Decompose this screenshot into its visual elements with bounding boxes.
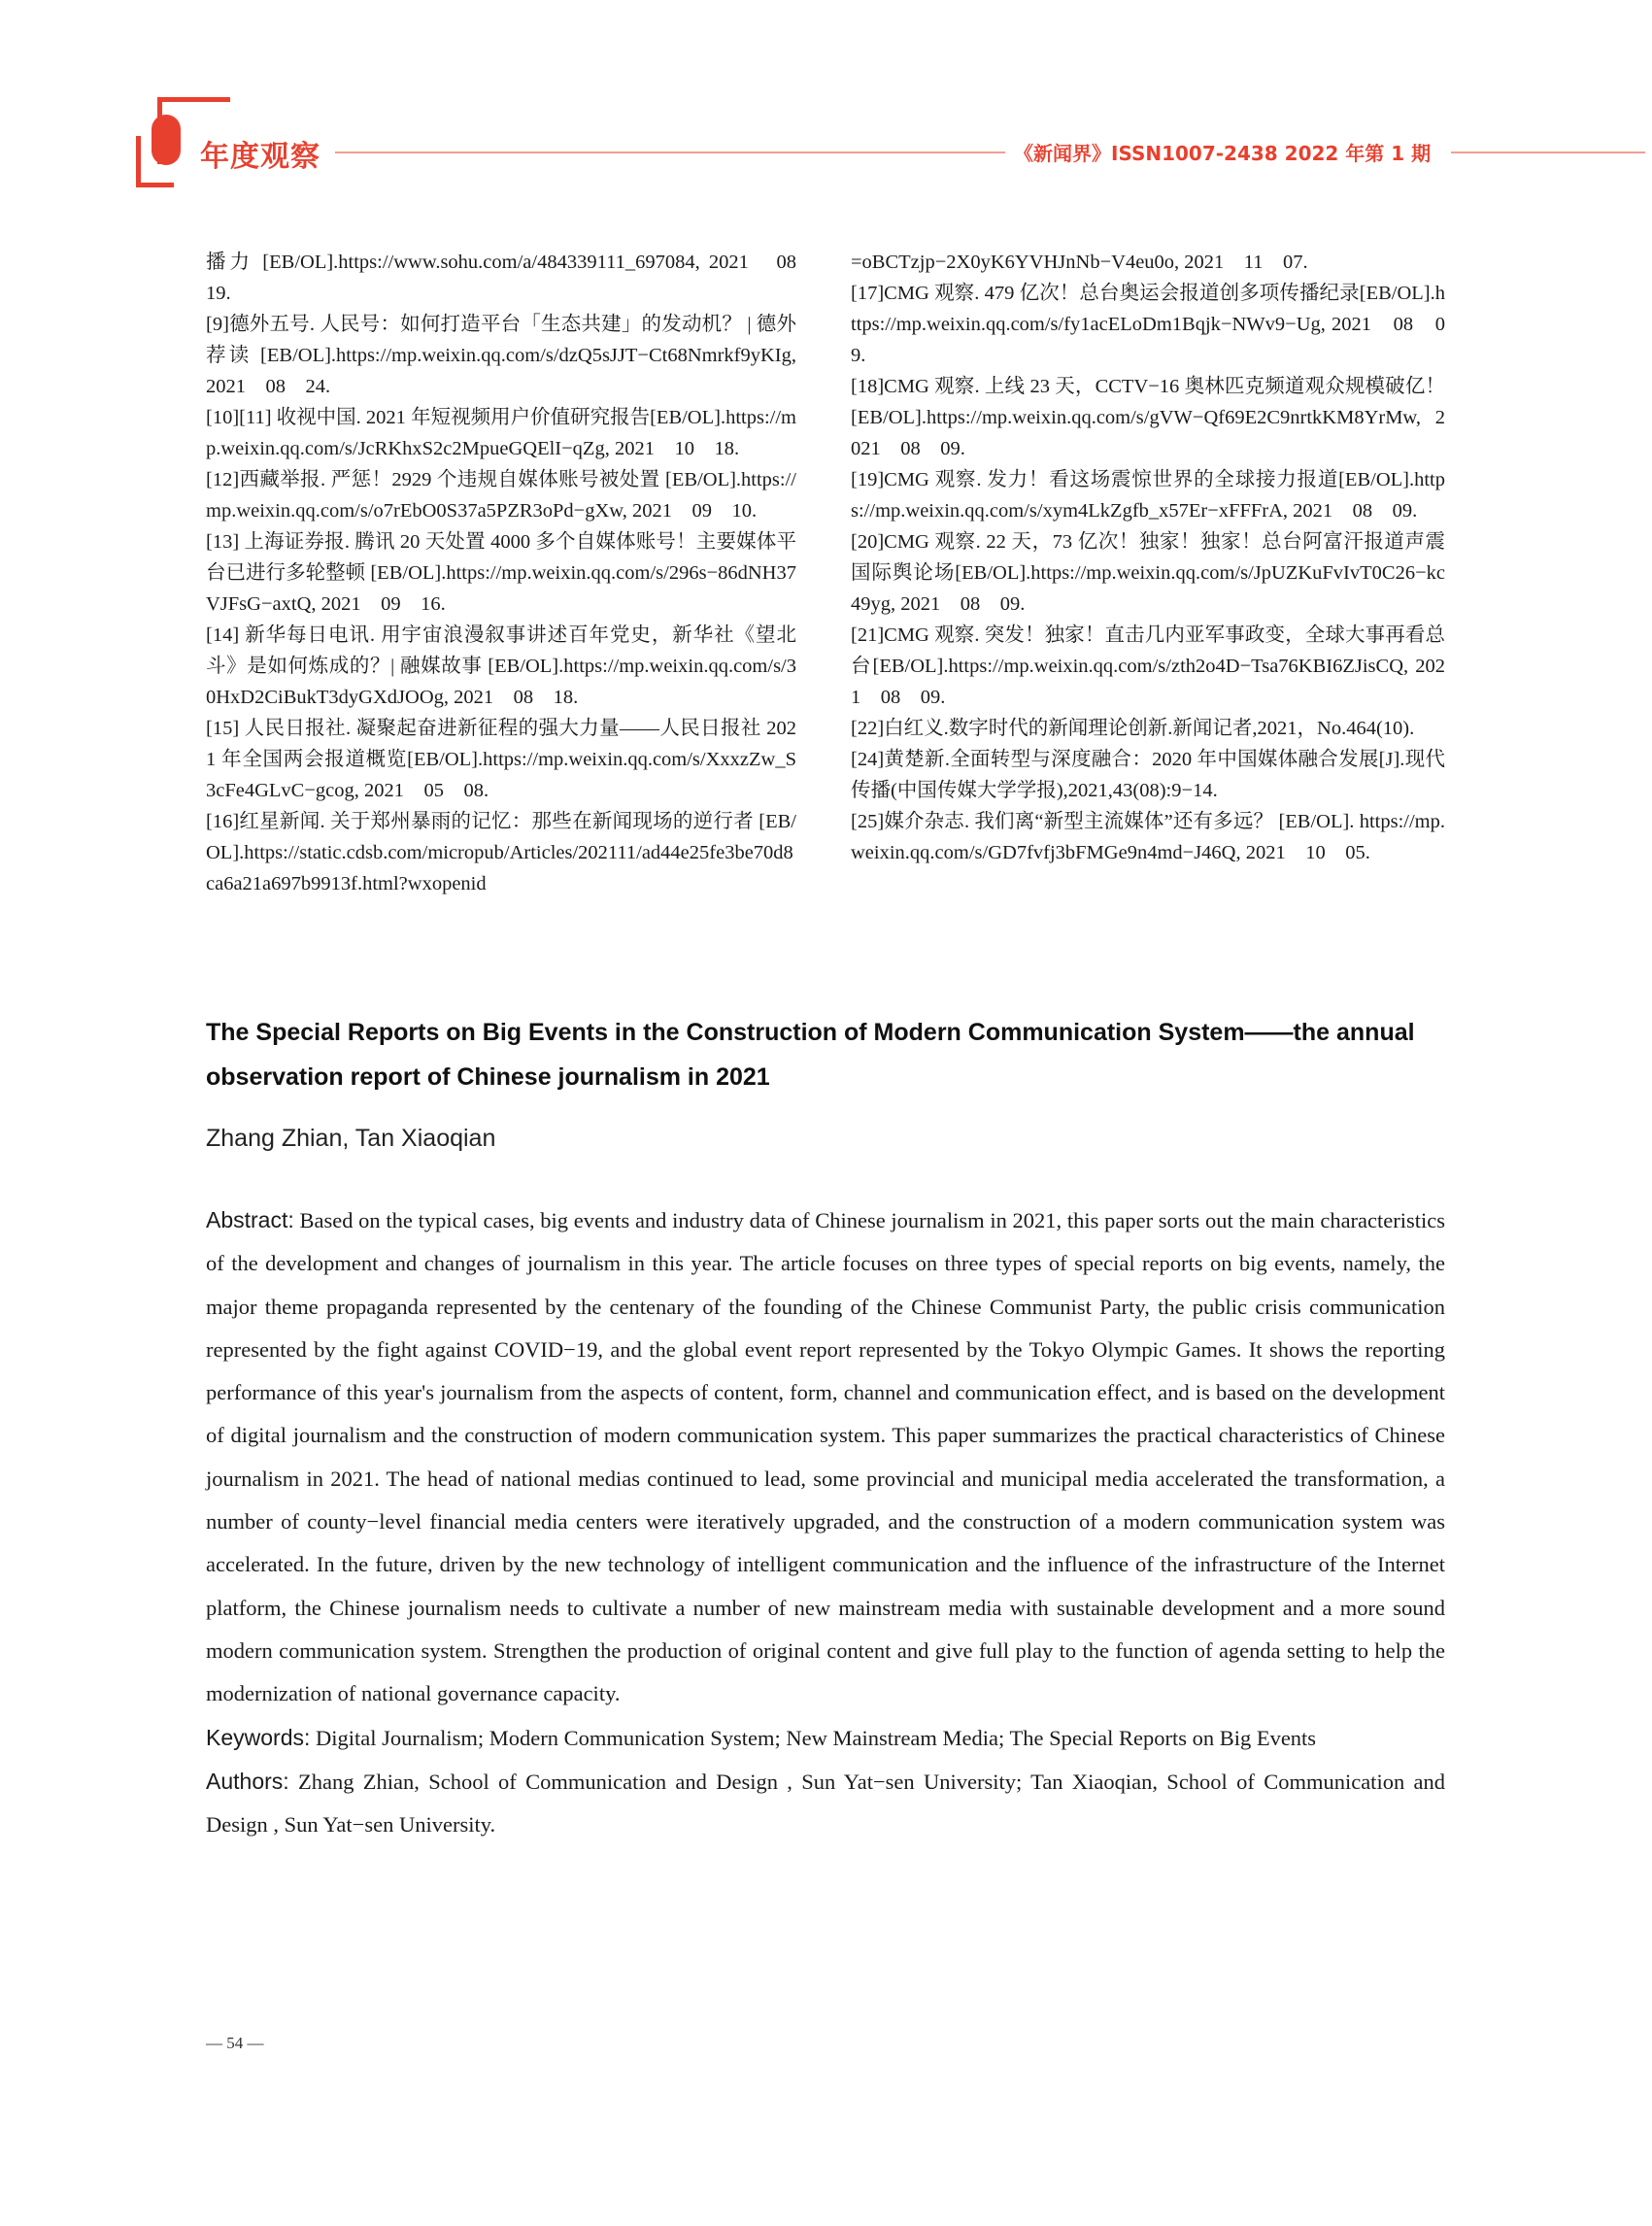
header-rule-left [335,152,1005,153]
abstract-label: Abstract: [206,1207,294,1232]
reference-item: 播力 [EB/OL].https://www.sohu.com/a/484339111_697084, 2021 08 19. [206,252,817,304]
reference-item: [13] 上海证券报. 腾讯 20 天处置 4000 多个自媒体账号！主要媒体平台已进行多轮整顿 [EB/OL].https://mp.weixin.qq.com/s/296s−86dNH37VJFsG−axtQ, 2021 09 16. [206,531,796,615]
reference-item: [22]白红义.数字时代的新闻理论创新.新闻记者,2021，No.464(10). [851,718,1415,739]
reference-item: [18]CMG 观察. 上线 23 天，CCTV−16 奥林匹克频道观众规模破亿！[EB/OL].https://mp.weixin.qq.com/s/gVW−Qf69E2C9nrtkKM8YrMw, 2021 08 09. [851,376,1445,459]
abstract-paragraph [206,1198,1445,1716]
reference-item: [24]黄楚新.全面转型与深度融合：2020 年中国媒体融合发展[J].现代传播(中国传媒大学学报),2021,43(08):9−14. [851,749,1445,801]
reference-item: [19]CMG 观察. 发力！看这场震惊世界的全球接力报道[EB/OL].https://mp.weixin.qq.com/s/xym4LkZgfb_x57Er−xFFFrA, 2021 08 09. [851,469,1445,522]
page-number: — 54 — [206,2034,264,2052]
reference-item: [15] 人民日报社. 凝聚起奋进新征程的强大力量——人民日报社 2021 年全国两会报道概览[EB/OL].https://mp.weixin.qq.com/s/XxxzZw_S3cFe4GLvC−gcog, 2021 05 08. [206,718,796,801]
authors-paragraph [206,1760,1445,1847]
journal-info: 《新闻界》ISSN1007-2438 2022 年第 1 期 [1014,142,1432,165]
section-title: 年度观察 [200,140,320,174]
authors-info-text: Zhang Zhian, School of Communication and Design , Sun Yat−sen University; Tan Xiaoqian, School of Communication and Design , Sun Yat−sen University. [206,1769,1446,1838]
microphone-icon [152,115,181,165]
reference-item: [21]CMG 观察. 突发！独家！直击几内亚军事政变，全球大事再看总台[EB/OL].https://mp.weixin.qq.com/s/zth2o4D−Tsa76KBI6ZJisCQ, 2021 08 09. [851,624,1445,708]
reference-item: [9]德外五号. 人民号：如何打造平台「生态共建」的发动机？ | 德外荐读 [EB/OL].https://mp.weixin.qq.com/s/dzQ5sJJT−Ct68Nmrkf9yKIg, 2021 08 24. [206,314,796,397]
english-abstract-section [206,1198,1445,1846]
reference-item: [17]CMG 观察. 479 亿次！总台奥运会报道创多项传播纪录[EB/OL].https://mp.weixin.qq.com/s/fy1acELoDm1Bqjk−NWv9−Ug, 2021 08 09. [851,283,1445,366]
reference-item: [12]西藏举报. 严惩！2929 个违规自媒体账号被处置 [EB/OL].https://mp.weixin.qq.com/s/o7rEbO0S37a5PZR3oPd−gXw, 2021 09 10. [206,469,796,522]
keywords-label: Keywords: [206,1724,311,1750]
english-title: The Special Reports on Big Events in the Construction of Modern Communication System——the annual observation report of Chinese journalism in 2021 [206,1019,1415,1091]
authors-label: Authors: [206,1768,289,1794]
keywords-text: Digital Journalism; Modern Communication System; New Mainstream Media; The Special Reports on Big Events [316,1725,1317,1750]
reference-item: =oBCTzjp−2X0yK6YVHJnNb−V4eu0o, 2021 11 07. [851,252,1308,273]
reference-item: [14] 新华每日电讯. 用宇宙浪漫叙事讲述百年党史，新华社《望北斗》是如何炼成的？| 融媒故事 [EB/OL].https://mp.weixin.qq.com/s/30HxD2CiBukT3dyGXdJOOg, 2021 08 18. [206,624,796,708]
reference-item: [25]媒介杂志. 我们离“新型主流媒体”还有多远？ [EB/OL]. https://mp.weixin.qq.com/s/GD7fvfj3bFMGe9n4md−J46Q, 2021 10 05. [851,811,1445,863]
abstract-text: Based on the typical cases, big events and industry data of Chinese journalism in 2021, this paper sorts out the main characteristics of the development and changes of journalism in this year. The article focuses on three types of special reports on big events, namely, the major theme propaganda represented by the centenary of the founding of the Chinese Communist Party, the public crisis communication represented by the fight against COVID−19, and the global event report represented by the Tokyo Olympic Games. It shows the reporting performance of this year's journalism from the aspects of content, form, channel and communication effect, and is based on the development of digital journalism and the construction of modern communication system. This paper summarizes the practical characteristics of Chinese journalism in 2021. The head of national medias continued to lead, some provincial and municipal media accelerated the transformation, a number of county−level financial media centers were iteratively upgraded, and the construction of a modern communication system was accelerated. In the future, driven by the new technology of intelligent communication and the influence of the infrastructure of the Internet platform, the Chinese journalism needs to cultivate a number of new mainstream media with sustainable development and a more sound modern communication system. Strengthen the production of original content and give full play to the function of agenda setting to help the modernization of national governance capacity. [206,1208,1445,1706]
references-right-column [851,247,1445,868]
english-authors: Zhang Zhian, Tan Xiaoqian [206,1125,496,1152]
references-left-column [206,247,817,899]
reference-item: [10][11] 收视中国. 2021 年短视频用户价值研究报告[EB/OL].https://mp.weixin.qq.com/s/JcRKhxS2c2MpueGQElI−qZg, 2021 10 18. [206,407,796,459]
reference-item: [16]红星新闻. 关于郑州暴雨的记忆：那些在新闻现场的逆行者 [EB/OL].https://static.cdsb.com/micropub/Articles/202111/ad44e25fe3be70d8ca6a21a697b9913f.html?wxopenid [206,811,796,894]
header-rule-right [1451,152,1645,153]
reference-item: [20]CMG 观察. 22 天，73 亿次！独家！独家！总台阿富汗报道声震国际舆论场[EB/OL].https://mp.weixin.qq.com/s/JpUZKuFvIvT0C26−kc49yg, 2021 08 09. [851,531,1445,615]
keywords-paragraph [206,1716,1445,1760]
